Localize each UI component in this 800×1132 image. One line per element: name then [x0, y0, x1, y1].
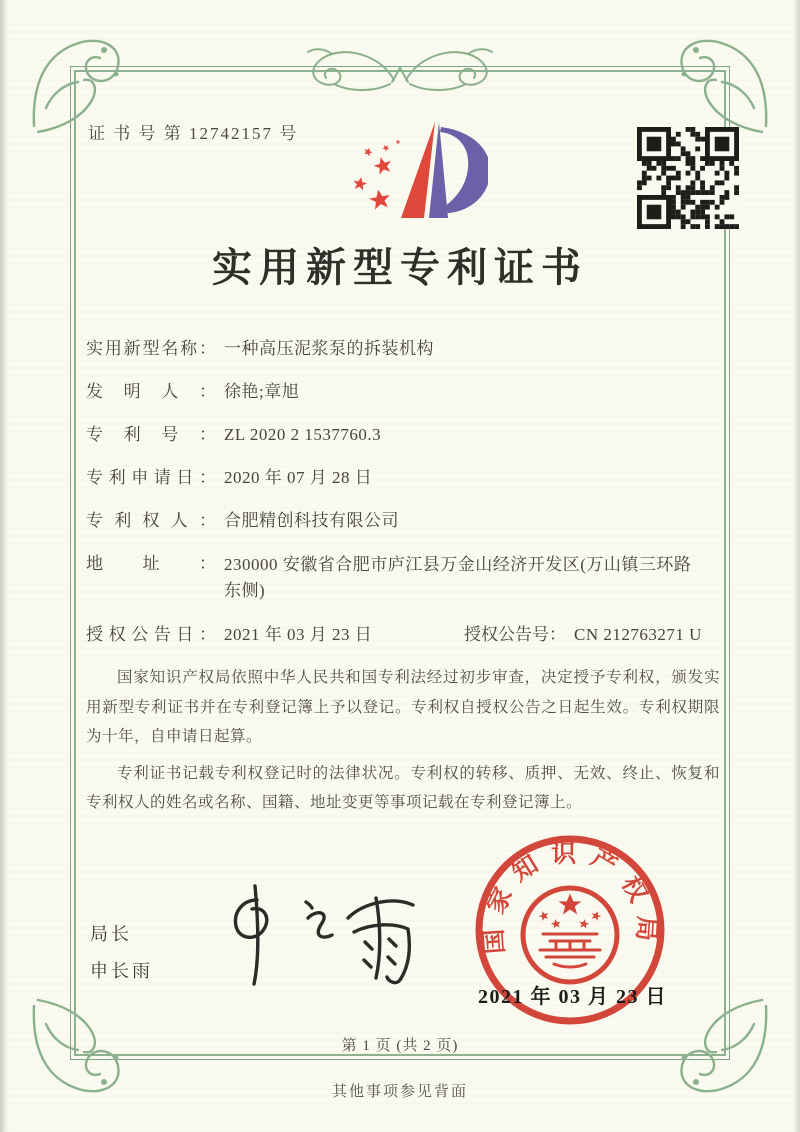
field-row-patentee — [86, 509, 726, 533]
back-side-note: 其他事项参见背面 — [331, 1084, 468, 1100]
page-edge-right — [793, 0, 800, 1132]
field-label: 专利号： — [86, 425, 216, 444]
page-number: 第 1 页 (共 2 页) — [341, 1038, 459, 1054]
certificate-title: 实用新型专利证书 — [212, 245, 588, 290]
grant-number-value: CN 212763271 U — [574, 625, 702, 644]
inventor-value: 徐艳;章旭 — [224, 382, 300, 401]
field-row-patent-no — [86, 423, 726, 447]
field-label: 实用新型名称： — [86, 339, 216, 358]
field-label: 地址： — [86, 554, 216, 573]
field-label: 发明人： — [86, 382, 216, 401]
commissioner-block — [90, 916, 153, 990]
field-row-grant — [86, 623, 726, 647]
page-edge-left — [0, 0, 9, 1132]
field-row-name — [86, 337, 726, 361]
field-label: 授权公告号： — [464, 625, 566, 644]
logo-stars — [352, 140, 400, 211]
cnipa-logo — [338, 106, 488, 238]
field-row-inventor — [86, 380, 726, 404]
commissioner-signature — [205, 878, 430, 993]
address-value: 230000 安徽省合肥市庐江县万金山经济开发区(万山镇三环路东侧) — [224, 555, 692, 600]
grant-date-pair — [86, 625, 372, 644]
field-label: 授权公告日： — [86, 625, 216, 644]
patentee-value: 合肥精创科技有限公司 — [224, 511, 399, 530]
field-row-filing-date — [86, 466, 726, 490]
national-emblem — [523, 888, 617, 982]
field-row-address — [86, 552, 726, 604]
field-label: 专利申请日： — [86, 468, 216, 487]
certificate-fields — [86, 337, 726, 666]
qr-code — [637, 127, 739, 229]
seal-date: 2021 年 03 月 23 日 — [478, 986, 667, 1008]
logo-p-mark — [401, 122, 488, 218]
legal-text-block — [86, 663, 720, 825]
grant-no-pair — [464, 623, 702, 647]
seal-text: 国家知识产权局 — [479, 840, 660, 955]
certificate-number: 证 书 号 第 12742157 号 — [88, 124, 299, 143]
commissioner-name: 申长雨 — [90, 961, 153, 981]
field-label: 专利权人： — [86, 511, 216, 530]
patent-number-value: ZL 2020 2 1537760.3 — [224, 425, 382, 444]
commissioner-title: 局长 — [90, 924, 132, 944]
grant-date-value: 2021 年 03 月 23 日 — [224, 625, 373, 644]
legal-paragraph-1: 国家知识产权局依照中华人民共和国专利法经过初步审查，决定授予专利权，颁发实用新型专利证书并在专利登记簿上予以登记。专利权自授权公告之日起生效。专利权期限为十年，自申请日起算。 — [86, 669, 720, 745]
filing-date-value: 2020 年 07 月 28 日 — [224, 468, 373, 487]
legal-paragraph-2: 专利证书记载专利权登记时的法律状况。专利权的转移、质押、无效、终止、恢复和专利权人的姓名或名称、国籍、地址变更等事项记载在专利登记簿上。 — [86, 764, 720, 811]
patent-name-value: 一种高压泥浆泵的拆装机构 — [224, 339, 434, 358]
